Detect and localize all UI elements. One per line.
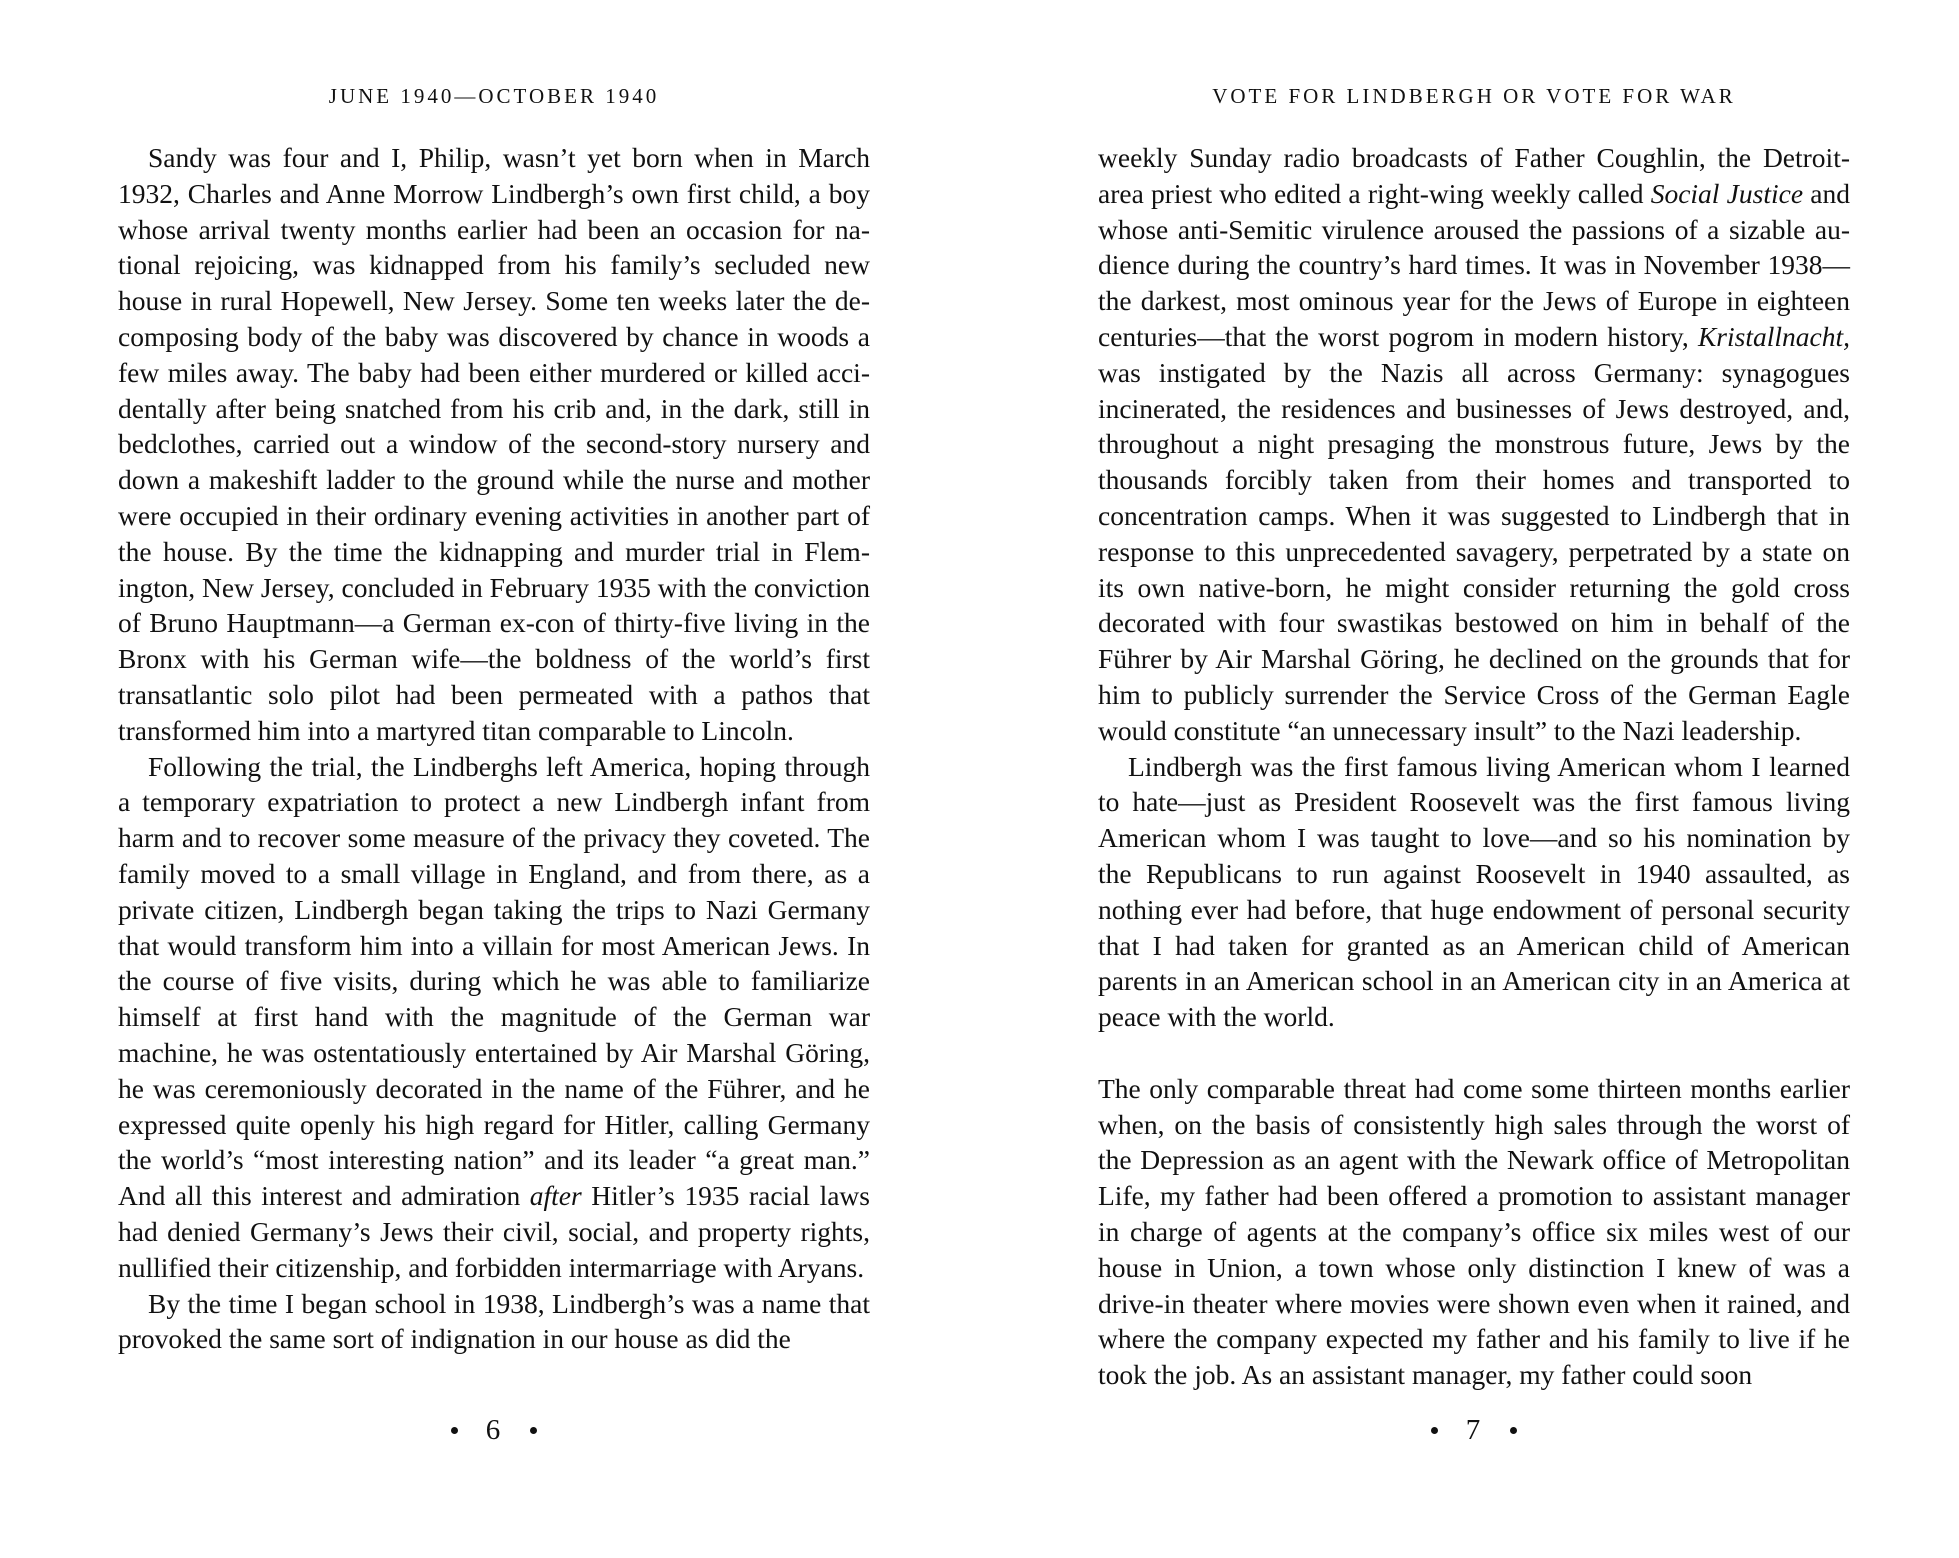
italic-text-segment: Social Justice [1650,177,1804,209]
paragraph [118,140,870,749]
body-text [1098,140,1850,1393]
text-segment: Hitler’s 1935 racial laws had denied Germany’s Jews their civil, social, and property rights, nullified their citizenship, and forbidden intermarriage with Aryans. [118,1180,870,1283]
paragraph [118,749,870,1286]
right-page [1098,0,1850,1558]
bullet-ornament [1431,1427,1438,1434]
body-text [118,140,870,1357]
bullet-ornament [530,1427,537,1434]
italic-text-segment: after [529,1180,582,1212]
text-segment: was instigated by the Nazis all across Germany: synagogues incinerated, the residences and businesses of Jews destroyed, and, throughout a night presaging the monstrous future, Jews by the thousands forcibly taken from their homes and transported to concentration camps. When it was suggested to Lindbergh that in response to this unprecedented savagery, perpetrated by a state on its own native-born, he might consider returning the gold cross decorated with four swastikas bestowed on him in behalf of the Führer by Air Marshal Göring, he declined on the grounds that for him to publicly surrender the Service Cross of the German Eagle would constitute “an unnecessary insult” to the Nazi leadership. [1098,356,1850,746]
text-segment: Following the trial, the Lindberghs left America, hoping through a temporary expatriation to protect a new Lindbergh infant from harm and to recover some measure of the privacy they coveted. The family moved to a small village in England, and from there, as a private citizen, Lindbergh began taking the trips to Nazi Germany that would transform him into a villain for most American Jews. In the course of five visits, during which he was able to familiarize himself at first hand with the magnitude of the German war machine, he was ostentatiously entertained by Air Marshal Göring, he was ceremoniously decorated in the name of the Führer, and he expressed quite openly his high regard for Hitler, calling Germany the world’s “most interesting nation” and its leader “a great man.” And all this interest and admiration [118,750,870,1212]
text-segment: The only comparable threat had come some thirteen months earlier when, on the basis of consistently high sales through the worst of the Depression as an agent with the Newark office of Metropolitan Life, my father had been offered a promotion to assistant manager in charge of agents at the company’s office six miles west of our house in Union, a town whose only distinction I knew of was a drive-in theater where movies were shown even when it rained, and where the company expected my father and his family to live if he took the job. As an assistant manager, my father could soon [1098,1072,1850,1391]
section-break [1098,1035,1850,1071]
page-number [1098,1414,1850,1447]
paragraph [1098,140,1850,749]
text-segment: weekly Sunday radio broadcasts of Father Coughlin, the Detroit-area priest who edited a right-wing weekly called [1098,142,1850,209]
running-head: JUNE 1940—OCTOBER 1940 [328,84,660,108]
page-number [118,1414,870,1447]
paragraph [1098,749,1850,1035]
running-head: VOTE FOR LINDBERGH OR VOTE FOR WAR [1212,84,1736,108]
page-number-value: 7 [1465,1414,1483,1446]
bullet-ornament [1510,1427,1517,1434]
page-number-value: 6 [485,1414,503,1446]
text-segment: and whose anti-Semitic virulence aroused the passions of a sizable audience during the country’s hard times. It was in November 1938—the darkest, most ominous year for the Jews of Europe in eighteen centuries—that the worst pogrom in modern history, [1098,177,1850,352]
paragraph [1098,1071,1850,1393]
text-segment: Sandy was four and I, Philip, wasn’t yet born when in March 1932, Charles and Anne Morrow Lindbergh’s own first child, a boy whose arrival twenty months earlier had been an occasion for national rejoicing, was kidnapped from his family’s secluded new house in rural Hopewell, New Jersey. Some ten weeks later the decomposing body of the baby was discovered by chance in woods a few miles away. The baby had been either murdered or killed accidentally after being snatched from his crib and, in the dark, still in bedclothes, carried out a window of the second-story nursery and down a makeshift ladder to the ground while the nurse and mother were occupied in their ordinary evening activities in another part of the house. By the time the kidnapping and murder trial in Flemington, New Jersey, concluded in February 1935 with the conviction of Bruno Hauptmann—a German ex-con of thirty-five living in the Bronx with his German wife—the boldness of the world’s first transatlantic solo pilot had been permeated with a pathos that transformed him into a martyred titan comparable to Lincoln. [118,142,871,746]
text-segment: By the time I began school in 1938, Lindbergh’s was a name that provoked the same sort of indignation in our house as did the [118,1287,870,1355]
bullet-ornament [451,1427,458,1434]
italic-text-segment: Kristallnacht, [1697,320,1850,352]
left-page [118,0,870,1558]
text-segment: Lindbergh was the first famous living American whom I learned to hate—just as President Roosevelt was the first famous living American whom I was taught to love—and so his nomination by the Republicans to run against Roosevelt in 1940 assaulted, as nothing ever had before, that huge endowment of personal security that I had taken for granted as an American child of American parents in an American school in an American city in an America at peace with the world. [1098,750,1850,1033]
paragraph [118,1286,870,1358]
